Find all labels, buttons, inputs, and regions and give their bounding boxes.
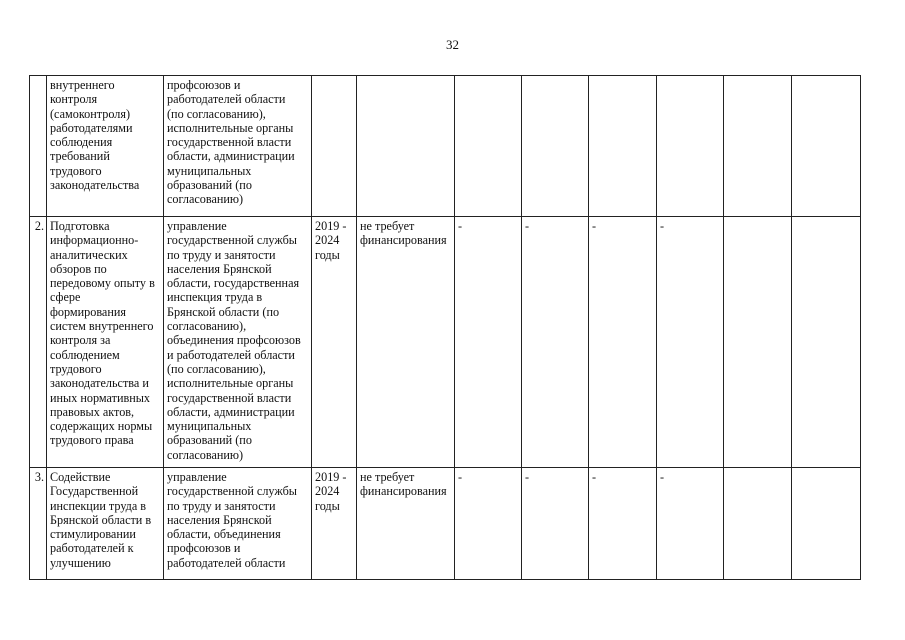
value-cell: -: [455, 468, 522, 580]
value-cell: -: [522, 217, 589, 468]
row-number: 2.: [30, 217, 47, 468]
executors-cell: управление государственной службы по труду и занятости населения Брянской области, государственная инспекция труда в Брянской области (по согласованию), объединения профсоюзов и работодателей области (по согласованию), исполнительные органы государственной власти области, администрации муниципальных образований (по согласованию): [164, 217, 312, 468]
value-cell: [455, 76, 522, 217]
activity-cell: Подготовка информационно- аналитических обзоров по передовому опыту в сфере формирования систем внутреннего контроля за соблюдением трудового законодательства и иных нормативных правовых актов, содержащих нормы трудового права: [47, 217, 164, 468]
period-cell: 2019 - 2024 годы: [312, 468, 357, 580]
table-row: [30, 217, 861, 468]
value-cell: [792, 468, 861, 580]
page-number: 32: [446, 37, 459, 52]
value-cell: -: [589, 217, 657, 468]
period-cell: 2019 - 2024 годы: [312, 217, 357, 468]
activity-cell: Содействие Государственной инспекции труда в Брянской области в стимулировании работодателей к улучшению: [47, 468, 164, 580]
value-cell: -: [657, 217, 724, 468]
value-cell: -: [657, 468, 724, 580]
executors-cell: профсоюзов и работодателей области (по согласованию), исполнительные органы государственной власти области, администрации муниципальных образований (по согласованию): [164, 76, 312, 217]
funding-cell: не требует финансирования: [357, 217, 455, 468]
value-cell: [792, 217, 861, 468]
funding-cell: [357, 76, 455, 217]
period-cell: [312, 76, 357, 217]
row-number: [30, 76, 47, 217]
value-cell: [724, 468, 792, 580]
row-number: 3.: [30, 468, 47, 580]
value-cell: -: [522, 468, 589, 580]
value-cell: [589, 76, 657, 217]
value-cell: -: [589, 468, 657, 580]
executors-cell: управление государственной службы по труду и занятости населения Брянской области, объединения профсоюзов и работодателей области: [164, 468, 312, 580]
value-cell: [724, 217, 792, 468]
activity-cell: внутреннего контроля (самоконтроля) работодателями соблюдения требований трудового законодательства: [47, 76, 164, 217]
table-row: [30, 468, 861, 580]
table-row: [30, 76, 861, 217]
funding-cell: не требует финансирования: [357, 468, 455, 580]
value-cell: -: [455, 217, 522, 468]
value-cell: [657, 76, 724, 217]
value-cell: [792, 76, 861, 217]
value-cell: [522, 76, 589, 217]
value-cell: [724, 76, 792, 217]
plan-table: [29, 75, 861, 580]
